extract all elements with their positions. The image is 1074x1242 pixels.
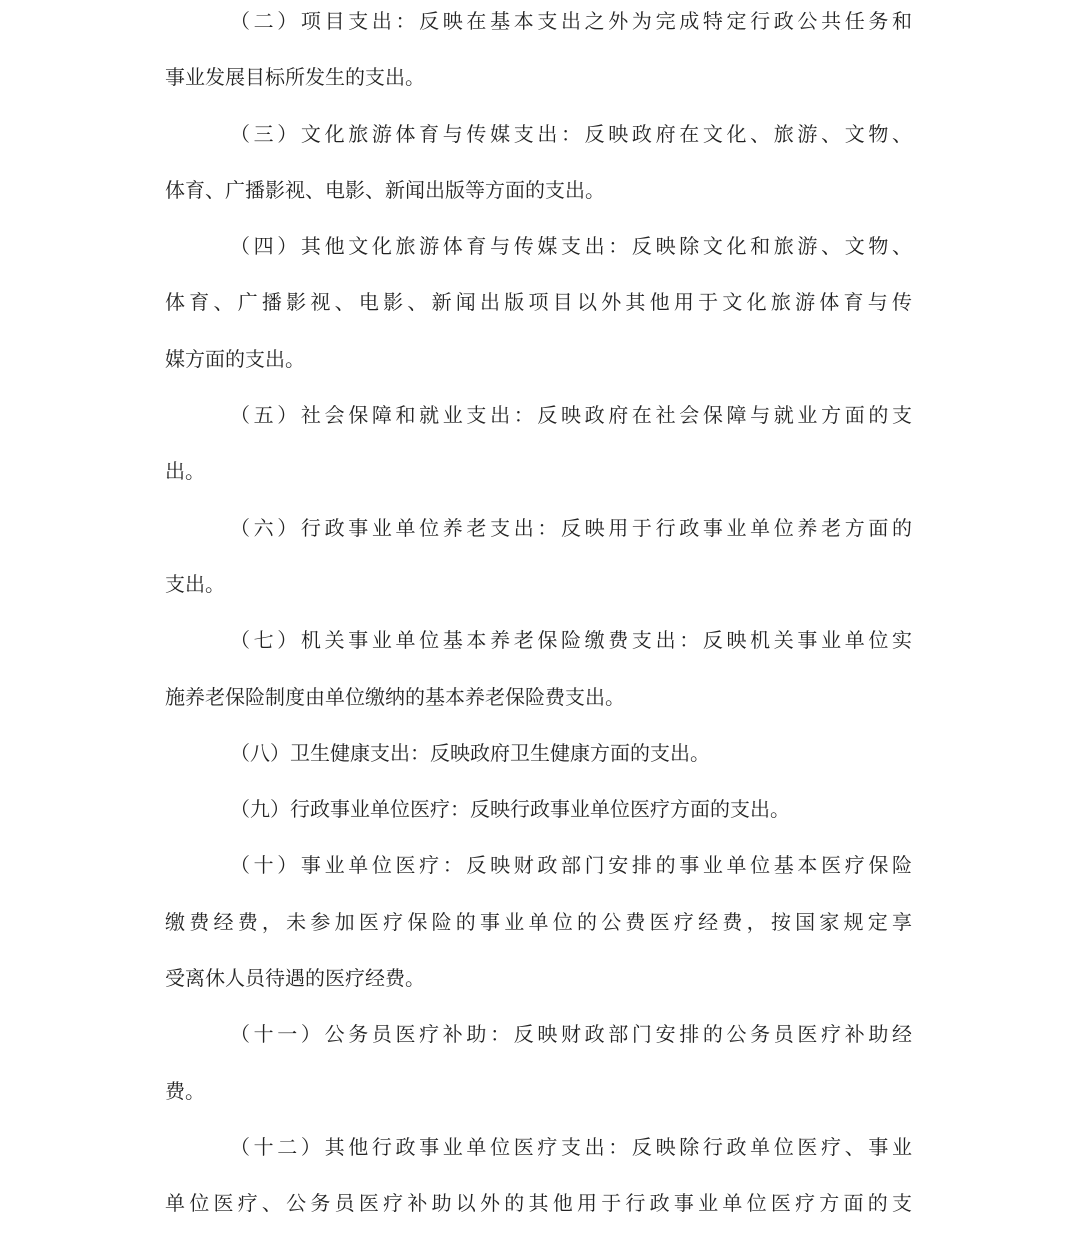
text-line: （七）机关事业单位基本养老保险缴费支出：反映机关事业单位实: [230, 628, 912, 653]
paragraph: [165, 116, 912, 229]
paragraph: [165, 735, 912, 791]
text-line: 费。: [165, 1078, 205, 1103]
paragraph: [165, 791, 912, 847]
text-line: 出。: [165, 459, 205, 484]
text-line: （十）事业单位医疗：反映财政部门安排的事业单位基本医疗保险: [230, 853, 912, 878]
text-line: （九）行政事业单位医疗：反映行政事业单位医疗方面的支出。: [230, 797, 790, 822]
text-line: 媒方面的支出。: [165, 346, 305, 371]
paragraph: [165, 510, 912, 623]
paragraph: [165, 847, 912, 1016]
text-line: 事业发展目标所发生的支出。: [165, 65, 425, 90]
text-line: 受离休人员待遇的医疗经费。: [165, 966, 425, 991]
text-line: （十二）其他行政事业单位医疗支出：反映除行政单位医疗、事业: [230, 1134, 912, 1159]
text-line: 缴费经费，未参加医疗保险的事业单位的公费医疗经费，按国家规定享: [165, 909, 912, 934]
document-body: [165, 3, 912, 1242]
text-line: （五）社会保障和就业支出：反映政府在社会保障与就业方面的支: [230, 403, 912, 428]
text-line: 体育、广播影视、电影、新闻出版等方面的支出。: [165, 177, 605, 202]
text-line: （八）卫生健康支出：反映政府卫生健康方面的支出。: [230, 740, 710, 765]
paragraph: [165, 228, 912, 397]
text-line: （十一）公务员医疗补助：反映财政部门安排的公务员医疗补助经: [230, 1022, 912, 1047]
paragraph: [165, 1016, 912, 1129]
text-line: （六）行政事业单位养老支出：反映用于行政事业单位养老方面的: [230, 515, 912, 540]
text-line: （四）其他文化旅游体育与传媒支出：反映除文化和旅游、文物、: [230, 234, 912, 259]
text-line: （二）项目支出：反映在基本支出之外为完成特定行政公共任务和: [230, 9, 912, 33]
text-line: 支出。: [165, 571, 225, 596]
paragraph: [165, 622, 912, 735]
text-line: 单位医疗、公务员医疗补助以外的其他用于行政事业单位医疗方面的支: [165, 1191, 912, 1216]
text-line: （三）文化旅游体育与传媒支出：反映政府在文化、旅游、文物、: [230, 121, 912, 146]
text-line: 施养老保险制度由单位缴纳的基本养老保险费支出。: [165, 684, 625, 709]
text-line: 体育、广播影视、电影、新闻出版项目以外其他用于文化旅游体育与传: [165, 290, 912, 315]
paragraph: [165, 397, 912, 510]
paragraph: [165, 1129, 912, 1242]
paragraph: [165, 3, 912, 116]
